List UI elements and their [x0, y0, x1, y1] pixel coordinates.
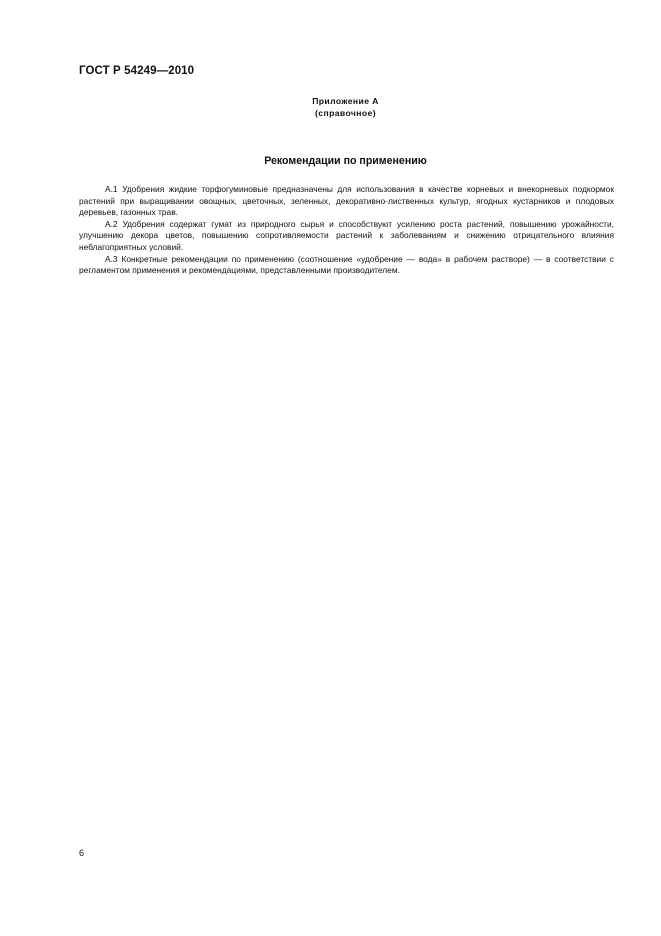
appendix-title: Приложение А	[312, 96, 379, 106]
body-text	[79, 184, 614, 277]
paragraph-a3: А.3 Конкретные рекомендации по применению (соотношение «удобрение — вода» в рабочем растворе) — в соответствии с регламентом применения и рекомендациями, представленными производителем.	[79, 253, 614, 276]
appendix-heading	[0, 95, 661, 119]
paragraph-a2: А.2 Удобрения содержат гумат из природного сырья и способствуют усилению роста растений, повышению урожайности, улучшению декора цветов, повышению сопротивляемости растений к заболеваниям и снижению отрицательного влияния неблагоприятных условий.	[79, 218, 614, 252]
section-title: Рекомендации по применению	[264, 155, 427, 167]
appendix-subtitle: (справочное)	[315, 108, 376, 118]
page-number: 6	[79, 848, 85, 858]
paragraph-a1: А.1 Удобрения жидкие торфогуминовые предназначены для использования в качестве корневых и внекорневых подкормок растений при выращивании овощных, цветочных, зеленных, декоративно-лиственных культур, ягодных кустарников и плодовых деревьев, газонных трав.	[79, 184, 614, 218]
document-code-header: ГОСТ Р 54249—2010	[79, 65, 195, 77]
